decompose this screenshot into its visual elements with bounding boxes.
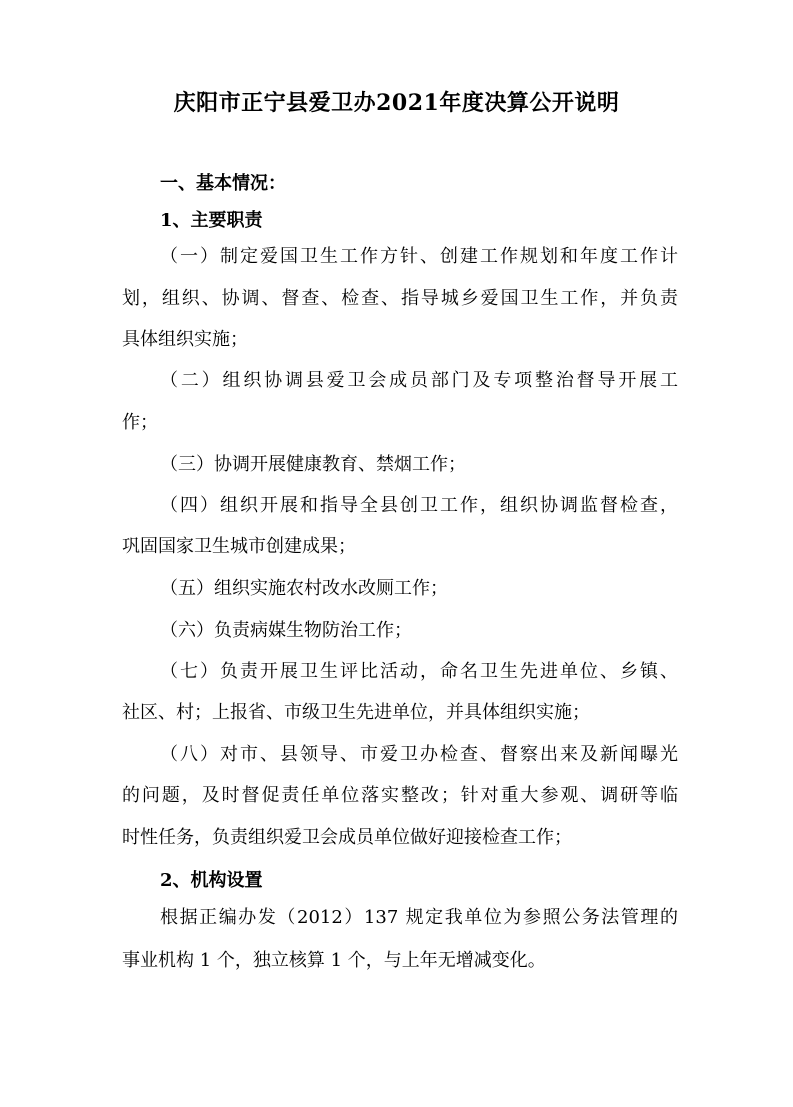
duty-1-line-2: 划，组织、协调、督查、检查、指导城乡爱国卫生工作，并负责 bbox=[122, 288, 678, 309]
duty-8-line-2: 的问题，及时督促责任单位落实整改；针对重大参观、调研等临 bbox=[122, 785, 678, 806]
duty-3-line-1: （三）协调开展健康教育、禁烟工作； bbox=[160, 454, 466, 475]
duty-7-line-1: （七）负责开展卫生评比活动，命名卫生先进单位、乡镇、 bbox=[160, 661, 678, 682]
org-line-1: 根据正编办发（2012）137 规定我单位为参照公务法管理的 bbox=[160, 907, 678, 928]
subsection-heading-organization: 2、机构设置 bbox=[160, 870, 263, 891]
duty-5-line-1: （五）组织实施农村改水改厕工作； bbox=[160, 578, 448, 599]
duty-7-line-2: 社区、村；上报省、市级卫生先进单位，并具体组织实施； bbox=[122, 702, 590, 723]
duty-6-line-1: （六）负责病媒生物防治工作； bbox=[160, 620, 412, 641]
duty-4-line-2: 巩固国家卫生城市创建成果； bbox=[122, 536, 356, 557]
duty-1-line-3: 具体组织实施； bbox=[122, 329, 248, 350]
section-heading-basic-info: 一、基本情况： bbox=[160, 173, 286, 194]
org-line-2: 事业机构 1 个，独立核算 1 个，与上年无增减变化。 bbox=[122, 950, 546, 971]
duty-2-line-1: （二）组织协调县爱卫会成员部门及专项整治督导开展工 bbox=[160, 370, 678, 391]
duty-8-line-3: 时性任务，负责组织爱卫会成员单位做好迎接检查工作； bbox=[122, 827, 572, 848]
duty-2-line-2: 作； bbox=[122, 412, 158, 433]
document-title: 庆阳市正宁县爱卫办2021年度决算公开说明 bbox=[173, 90, 620, 116]
duty-1-line-1: （一）制定爱国卫生工作方针、创建工作规划和年度工作计 bbox=[160, 246, 678, 267]
subsection-heading-main-duties: 1、主要职责 bbox=[160, 210, 263, 231]
duty-8-line-1: （八）对市、县领导、市爱卫办检查、督察出来及新闻曝光 bbox=[160, 744, 678, 765]
duty-4-line-1: （四）组织开展和指导全县创卫工作，组织协调监督检查， bbox=[160, 495, 678, 516]
